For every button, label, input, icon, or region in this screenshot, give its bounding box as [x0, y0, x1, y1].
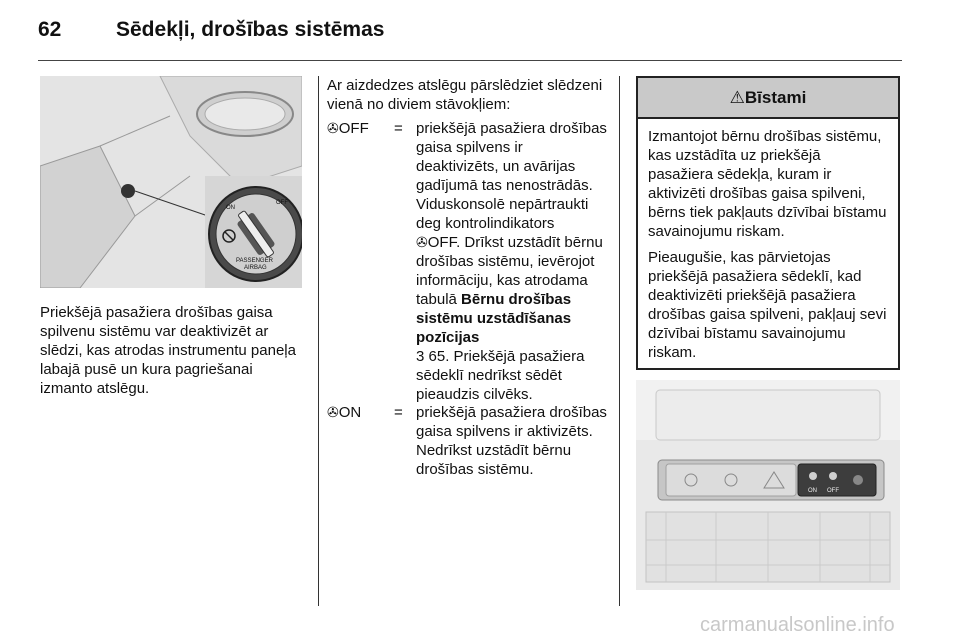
watermark: carmanualsonline.info [700, 614, 895, 636]
warning-body [638, 119, 898, 362]
table-reference: Bērnu drošības sistēmu uzstādīšanas pozīcijas [416, 291, 572, 346]
console-indicator-illustration [636, 380, 900, 590]
danger-warning-box [636, 76, 900, 370]
on-description: priekšējā pasažiera drošības gaisa spilvens ir aktivizēts. Nedrīkst uzstādīt bērnu drošības sistēmu. [416, 404, 607, 478]
warning-title: Bīstami [744, 88, 807, 107]
warning-paragraph-2: Pieaugušie, kas pārvietojas priekšējā pasažiera sēdeklī, kad deaktivizēti priekšējā pasažiera drošības gaisa spilveni, pakļauj sevi dzīvībai bīstamu savainojumu riskam. [648, 249, 887, 361]
off-description: priekšējā pasažiera drošības gaisa spilvens ir deaktivizēts, un avārijas gadījumā tas nenostrādās. Viduskonsolē nepārtraukti deg kontrolindikators ✇OFF. Drīkst uzstādīt bērnu drošības sistēmu, ievērojot informāciju, kas atrodama tabulā Bērnu drošības sistēmu uzstādīšanas pozīcijas 3 65. Priekšējā pasažiera sēdeklī nedrīkst sēdēt pieaudzis cilvēks. [416, 120, 607, 403]
page-reference-arrow-icon: 3 [416, 348, 425, 365]
intro-text: Ar aizdedzes atslēgu pārslēdziet slēdzeni vienā no diviem stāvokļiem: [327, 77, 603, 113]
header-rule [38, 60, 902, 61]
on-equals: = [394, 404, 403, 421]
column-divider-left [318, 76, 319, 606]
illustration-caption: Priekšējā pasažiera drošības gaisa spilvenu sistēmu var deaktivizēt ar slēdzi, kas atrodas instrumentu paneļa labajā pusē un kura pagriešanai izmanto atslēgu. [40, 304, 296, 397]
page-title: Sēdekļi, drošības sistēmas [116, 18, 385, 41]
warning-header [638, 78, 898, 119]
airbag-off-icon-inline: ✇ [416, 234, 428, 250]
airbag-key-switch-illustration [40, 76, 302, 288]
switch-label-airbag: AIRBAG [244, 265, 267, 271]
page-number: 62 [38, 18, 62, 41]
off-term: ✇OFF [327, 120, 369, 137]
warning-triangle-icon: ⚠ [729, 88, 745, 107]
switch-label-on: ON [226, 205, 235, 211]
airbag-on-icon: ✇ [327, 404, 339, 420]
console-label-off: OFF [827, 488, 839, 494]
warning-paragraph-1: Izmantojot bērnu drošības sistēmu, kas uzstādīta uz priekšējā pasažiera sēdekļa, kuram ir aktivizēti drošības gaisa spilveni, bērns tiek pakļauts dzīvībai bīstamu savainojumu riskam. [648, 128, 887, 240]
off-equals: = [394, 120, 403, 137]
switch-label-off: OFF [276, 200, 288, 206]
on-term: ✇ON [327, 404, 362, 421]
console-label-on: ON [808, 488, 817, 494]
airbag-off-icon: ✇ [327, 120, 339, 136]
switch-label-passenger: PASSENGER [236, 258, 273, 264]
column-divider-right [619, 76, 620, 606]
